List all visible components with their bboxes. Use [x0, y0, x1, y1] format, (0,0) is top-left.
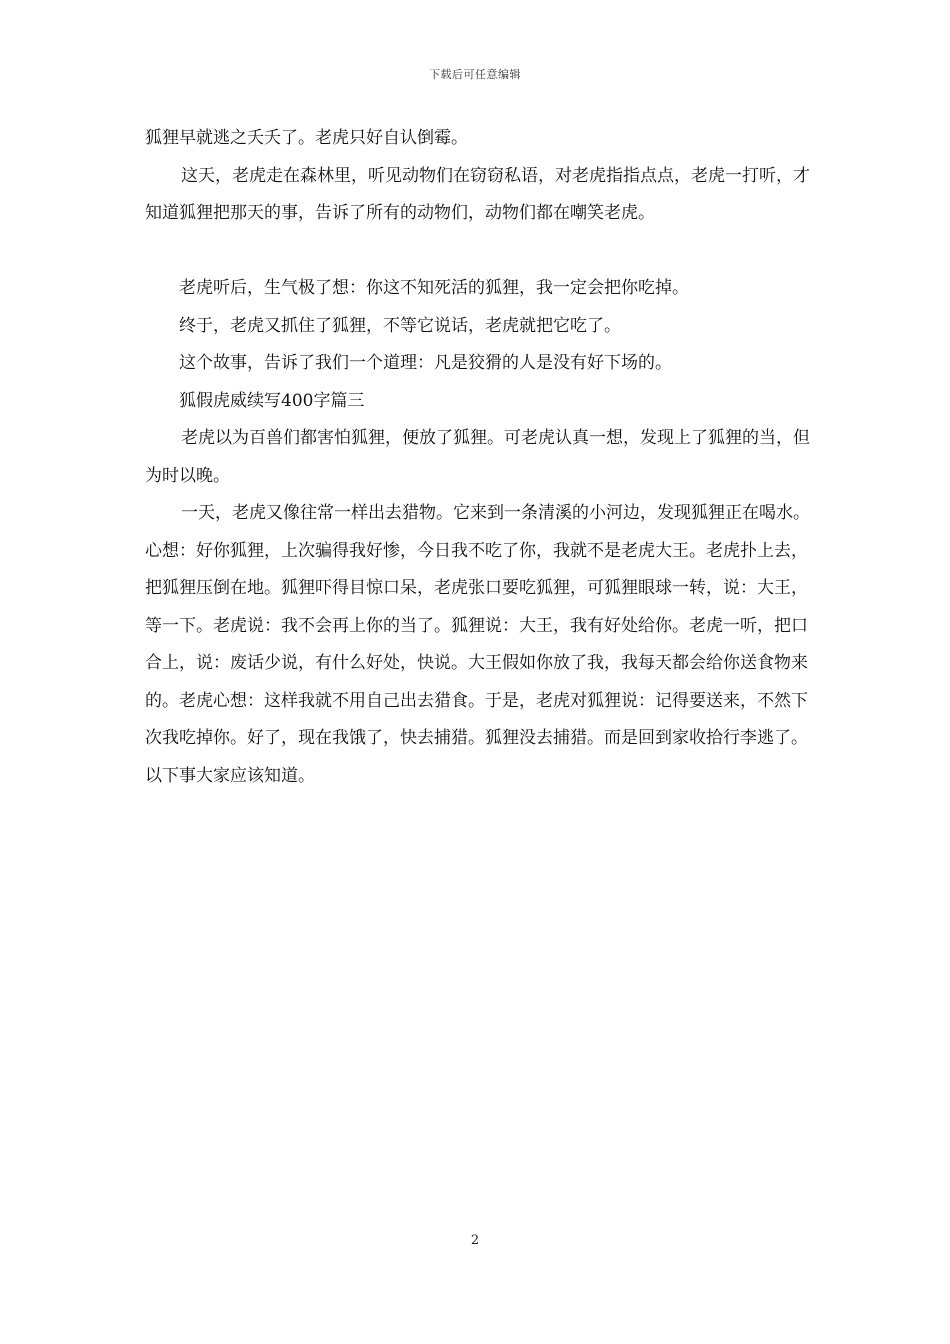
- page-number: 2: [470, 1233, 480, 1248]
- paragraph-gap: [145, 233, 810, 271]
- paragraph-5: 这个故事，告诉了我们一个道理：凡是狡猾的人是没有好下场的。: [179, 353, 672, 373]
- paragraph-2: 这天，老虎走在森林里，听见动物们在窃窃私语，对老虎指指点点，老虎一打听，才知道狐狸把那天的事，告诉了所有的动物们，动物们都在嘲笑老虎。: [145, 165, 810, 223]
- section-heading: 狐假虎威续写400字篇三: [179, 390, 365, 411]
- header-note: 下载后可任意编辑: [429, 68, 521, 81]
- paragraph-6: 老虎以为百兽们都害怕狐狸，便放了狐狸。可老虎认真一想，发现上了狐狸的当，但为时以晚。: [145, 428, 810, 486]
- document-body: [145, 120, 810, 795]
- paragraph-7: 一天，老虎又像往常一样出去猎物。它来到一条清溪的小河边，发现狐狸正在喝水。心想：好你狐狸，上次骗得我好惨，今日我不吃了你，我就不是老虎大王。老虎扑上去，把狐狸压倒在地。狐狸吓得目惊口呆，老虎张口要吃狐狸，可狐狸眼球一转，说：大王，等一下。老虎说：我不会再上你的当了。狐狸说：大王，我有好处给你。老虎一听，把口合上，说：废话少说，有什么好处，快说。大王假如你放了我，我每天都会给你送食物来的。老虎心想：这样我就不用自己出去猎食。于是，老虎对狐狸说：记得要送来，不然下次我吃掉你。好了，现在我饿了，快去捕猎。狐狸没去捕猎。而是回到家收拾行李逃了。以下事大家应该知道。: [145, 503, 810, 786]
- paragraph-1: 狐狸早就逃之夭夭了。老虎只好自认倒霉。: [145, 128, 468, 148]
- paragraph-3: 老虎听后，生气极了想：你这不知死活的狐狸，我一定会把你吃掉。: [179, 278, 689, 298]
- paragraph-4: 终于，老虎又抓住了狐狸，不等它说话，老虎就把它吃了。: [179, 315, 621, 336]
